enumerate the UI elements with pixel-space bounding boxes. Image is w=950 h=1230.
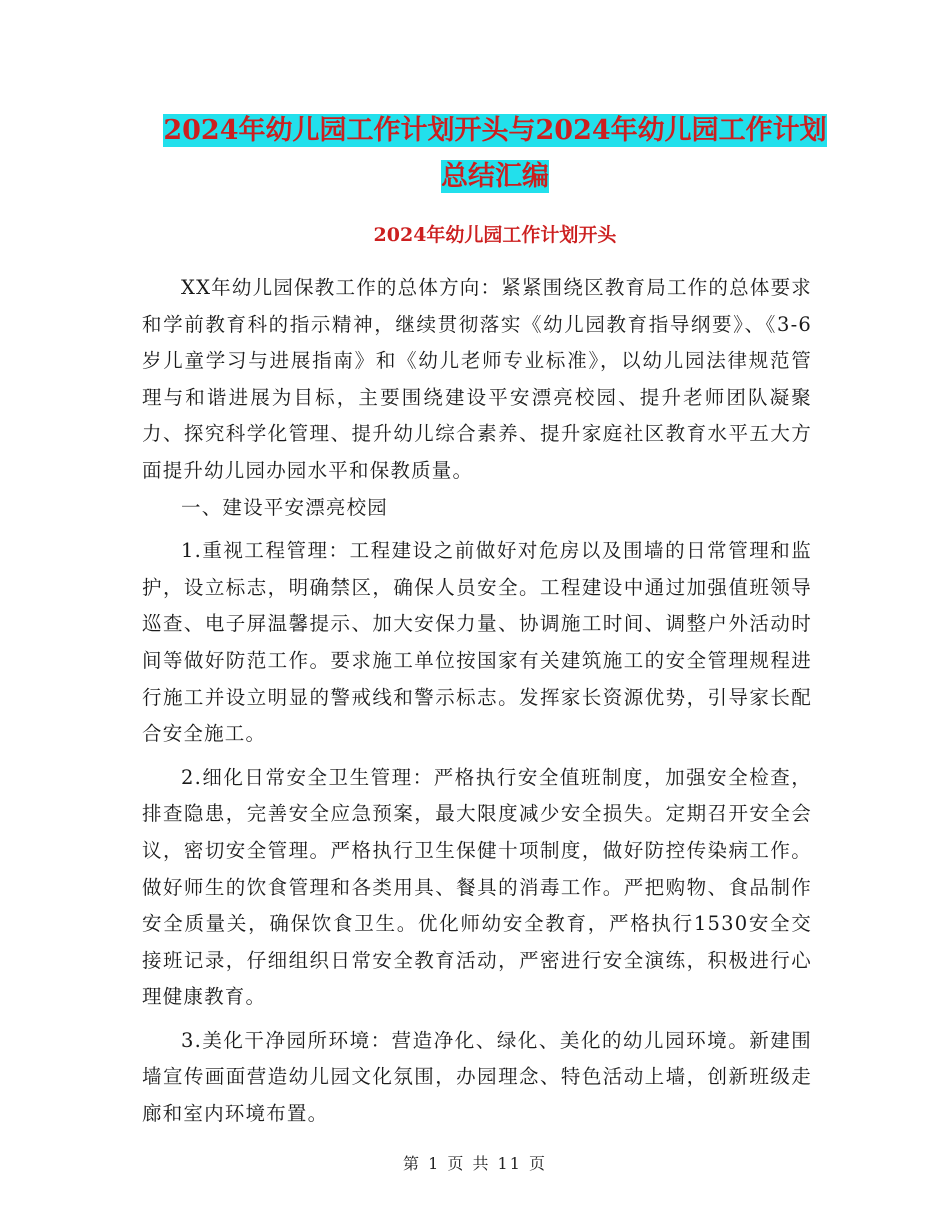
paragraph-item-1: 1.重视工程管理：工程建设之前做好对危房以及围墙的日常管理和监护，设立标志，明确禁区，确保人员安全。工程建设中通过加强值班领导巡查、电子屏温馨提示、加大安保力量、协调施工时间、调整户外活动时间等做好防范工作。要求施工单位按国家有关建筑施工的安全管理规程进行施工并设立明显的警戒线和警示标志。发挥家长资源优势，引导家长配合安全施工。 (142, 539, 812, 746)
title-line-1: 2024年幼儿园工作计划开头与2024年幼儿园工作计划 (163, 115, 827, 146)
paragraph-item-2: 2.细化日常安全卫生管理：严格执行安全值班制度，加强安全检查，排查隐患，完善安全应急预案，最大限度减少安全损失。定期召开安全会议，密切安全管理。严格执行卫生保健十项制度，做好防控传染病工作。做好师生的饮食管理和各类用具、餐具的消毒工作。严把购物、食品制作安全质量关，确保饮食卫生。优化师幼安全教育，严格执行1530安全交接班记录，仔细组织日常安全教育活动，严密进行安全演练，积极进行心理健康教育。 (142, 765, 812, 1009)
paragraph-item-3: 3.美化干净园所环境：营造净化、绿化、美化的幼儿园环境。新建围墙宣传画面营造幼儿园文化氛围，办园理念、特色活动上墙，创新班级走廊和室内环境布置。 (142, 1028, 812, 1126)
paragraph-section-one-heading: 一、建设平安漂亮校园 (181, 495, 389, 519)
paragraph-intro: XX年幼儿园保教工作的总体方向：紧紧围绕区教育局工作的总体要求和学前教育科的指示精神，继续贯彻落实《幼儿园教育指导纲要》、《3-6岁儿童学习与进展指南》和《幼儿老师专业标准》，以幼儿园法律规范管理与和谐进展为目标，主要围绕建设平安漂亮校园、提升老师团队凝聚力、探究科学化管理、提升幼儿综合素养、提升家庭社区教育水平五大方面提升幼儿园办园水平和保教质量。 (142, 276, 812, 482)
title-line-2: 总结汇编 (441, 161, 549, 192)
section-heading: 2024年幼儿园工作计划开头 (373, 224, 617, 246)
page-number-footer: 第 1 页 共 11 页 (403, 1154, 547, 1173)
document-title (140, 108, 850, 200)
document-body (142, 270, 812, 1133)
